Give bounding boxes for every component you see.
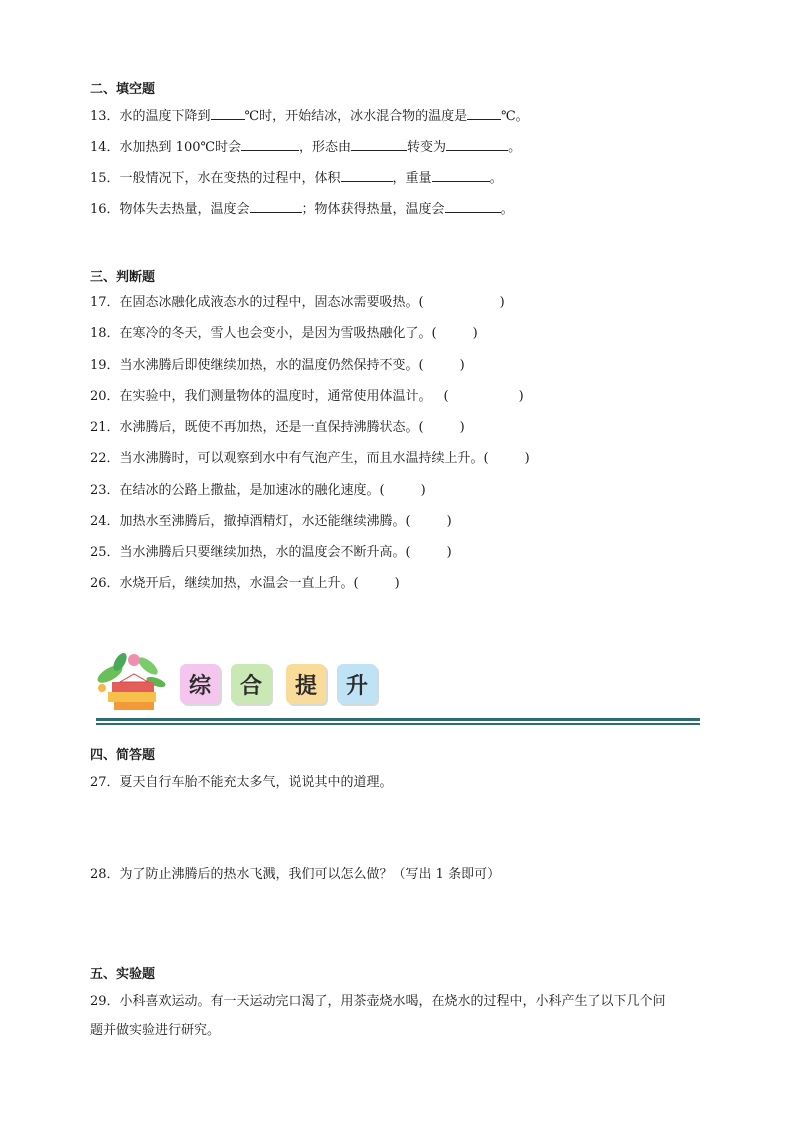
judge-item: 22．当水沸腾时，可以观察到水中有气泡产生，而且水温持续上升。( ) bbox=[90, 451, 530, 466]
question-28: 28．为了防止沸腾后的热水飞溅，我们可以怎么做？（写出 1 条即可） bbox=[90, 867, 501, 882]
question-14: 14．水加热到 100℃时会 ，形态由 转变为 。 bbox=[90, 140, 522, 155]
question-16: 16．物体失去热量，温度会 ；物体获得热量，温度会 。 bbox=[90, 202, 514, 217]
banner-tile-2: 合 bbox=[231, 664, 271, 704]
judge-item: 21．水沸腾后，既使不再加热，还是一直保持沸腾状态。( ) bbox=[90, 420, 465, 435]
blank-input[interactable] bbox=[445, 200, 501, 213]
blank-input[interactable] bbox=[351, 138, 407, 151]
banner-tile-3: 提 bbox=[286, 664, 326, 704]
blank-input[interactable] bbox=[211, 107, 245, 120]
plant-book-icon bbox=[90, 648, 170, 714]
blank-input[interactable] bbox=[467, 107, 501, 120]
question-29-line-1: 29．小科喜欢运动。有一天运动完口渴了，用茶壶烧水喝，在烧水的过程中，小科产生了以下几个问 bbox=[90, 994, 666, 1009]
judge-item: 17．在固态冰融化成液态水的过程中，固态冰需要吸热。( ) bbox=[90, 295, 505, 310]
blank-input[interactable] bbox=[432, 169, 490, 182]
question-29-line-2: 题并做实验进行研究。 bbox=[90, 1023, 221, 1038]
banner-tile-4: 升 bbox=[337, 664, 377, 704]
judge-item: 26．水烧开后，继续加热，水温会一直上升。( ) bbox=[90, 576, 400, 591]
blank-input[interactable] bbox=[250, 200, 302, 213]
blank-input[interactable] bbox=[341, 169, 393, 182]
judge-item: 19．当水沸腾后即使继续加热，水的温度仍然保持不变。( ) bbox=[90, 358, 465, 373]
question-27: 27．夏天自行车胎不能充太多气，说说其中的道理。 bbox=[90, 775, 393, 790]
divider-line bbox=[96, 718, 700, 721]
blank-input[interactable] bbox=[241, 138, 299, 151]
judge-item: 25．当水沸腾后只要继续加热，水的温度会不断升高。( ) bbox=[90, 545, 452, 560]
judge-item: 20．在实验中，我们测量物体的温度时，通常使用体温计。 ( ) bbox=[90, 389, 524, 404]
section-2-title: 二、填空题 bbox=[90, 82, 156, 97]
divider-line bbox=[96, 723, 700, 725]
banner-tile-1: 综 bbox=[180, 664, 220, 704]
blank-input[interactable] bbox=[446, 138, 508, 151]
judge-item: 18．在寒冷的冬天，雪人也会变小，是因为雪吸热融化了。( ) bbox=[90, 326, 478, 341]
question-15: 15．一般情况下，水在变热的过程中，体积 ，重量 。 bbox=[90, 171, 503, 186]
section-4-title: 四、简答题 bbox=[90, 748, 156, 763]
judge-item: 23．在结冰的公路上撒盐，是加速冰的融化速度。( ) bbox=[90, 483, 426, 498]
judge-item: 24．加热水至沸腾后，撤掉酒精灯，水还能继续沸腾。( ) bbox=[90, 514, 452, 529]
section-5-title: 五、实验题 bbox=[90, 967, 156, 982]
section-3-title: 三、判断题 bbox=[90, 270, 156, 285]
question-13: 13．水的温度下降到 ℃时，开始结冰，冰水混合物的温度是 ℃。 bbox=[90, 109, 529, 124]
